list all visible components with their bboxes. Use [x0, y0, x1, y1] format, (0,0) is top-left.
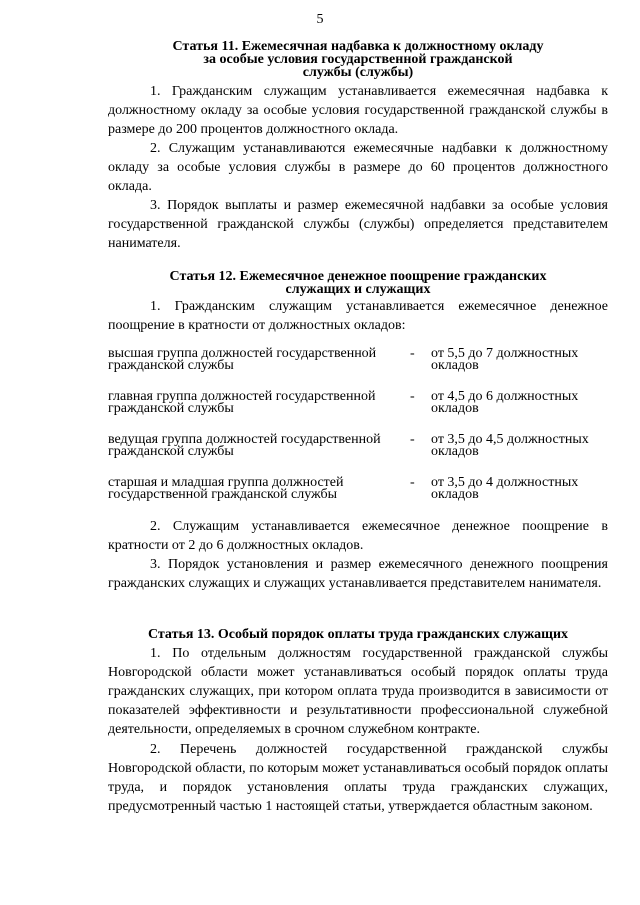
salary-group-range: от 3,5 до 4 должностных окладов — [431, 475, 579, 502]
article-13-title-block — [108, 628, 608, 641]
salary-group-row — [0, 477, 640, 507]
salary-group-range: от 3,5 до 4,5 должностных окладов — [431, 432, 589, 459]
article-11-title-line-1: Статья 11. Ежемесячная надбавка к должностному окладу — [172, 39, 544, 54]
article-11-paragraph-2: 2. Служащим устанавливаются ежемесячные надбавки к должностному окладу за особые условия службы в размере до 60 процентов должностного оклада. — [108, 141, 608, 194]
article-11-paragraph-1: 1. Гражданским служащим устанавливается ежемесячная надбавка к должностному окладу за особые условия государственной гражданской службы в размере до 200 процентов должностного оклада. — [108, 84, 608, 137]
salary-group-range: от 5,5 до 7 должностных окладов — [431, 346, 579, 373]
salary-group-name: высшая группа должностей государственной гражданской службы — [108, 346, 377, 373]
article-11-title-line-2: за особые условия государственной гражданской — [203, 52, 513, 67]
article-13-paragraph-2: 2. Перечень должностей государственной гражданской службы Новгородской области, по которым может устанавливаться особый порядок оплаты труда, и порядок установления оплаты труда гражданских служащих, предусмотренный частью 1 настоящей статьи, утверждается областным законом. — [108, 742, 608, 814]
salary-group-range: от 4,5 до 6 должностных окладов — [431, 389, 579, 416]
salary-group-dash: - — [410, 389, 415, 404]
article-13-title: Статья 13. Особый порядок оплаты труда гражданских служащих — [147, 627, 569, 642]
page-number: 5 — [316, 12, 324, 27]
article-11-paragraph-3: 3. Порядок выплаты и размер ежемесячной надбавки за особые условия государственной гражданской службы (службы) определяется представителем нанимателя. — [108, 198, 608, 251]
article-12-paragraph-2: 2. Служащим устанавливается ежемесячное денежное поощрение в кратности от 2 до 6 должностных окладов. — [108, 519, 608, 553]
article-11-title-line-3: службы (службы) — [302, 65, 414, 80]
article-12-title-line-2: служащих и служащих — [285, 282, 431, 297]
salary-group-name: старшая и младшая группа должностей государственной гражданской службы — [108, 475, 344, 502]
salary-group-row — [0, 391, 640, 421]
salary-group-dash: - — [410, 346, 415, 361]
article-12-title — [108, 270, 608, 296]
article-13-paragraph-1: 1. По отдельным должностям государственной гражданской службы Новгородской области может устанавливаться особый порядок оплаты труда гражданских служащих, при котором оплата труда производится в зависимости от показателей эффективности и результативности профессиональной служебной деятельности, определяемых в срочном служебном контракте. — [108, 646, 608, 737]
article-12-paragraph-1: 1. Гражданским служащим устанавливается ежемесячное денежное поощрение в кратности от должностных окладов: — [108, 299, 608, 333]
salary-group-dash: - — [410, 475, 415, 490]
article-12-paragraph-3: 3. Порядок установления и размер ежемесячного денежного поощрения гражданских служащих и служащих устанавливается представителем нанимателя. — [108, 557, 608, 591]
article-12-title-line-1: Статья 12. Ежемесячное денежное поощрение гражданских — [169, 269, 547, 284]
salary-group-name: главная группа должностей государственной гражданской службы — [108, 389, 376, 416]
article-11-title — [108, 40, 608, 79]
salary-group-name: ведущая группа должностей государственной гражданской службы — [108, 432, 381, 459]
salary-group-dash: - — [410, 432, 415, 447]
salary-group-row — [0, 348, 640, 378]
salary-group-row — [0, 434, 640, 464]
